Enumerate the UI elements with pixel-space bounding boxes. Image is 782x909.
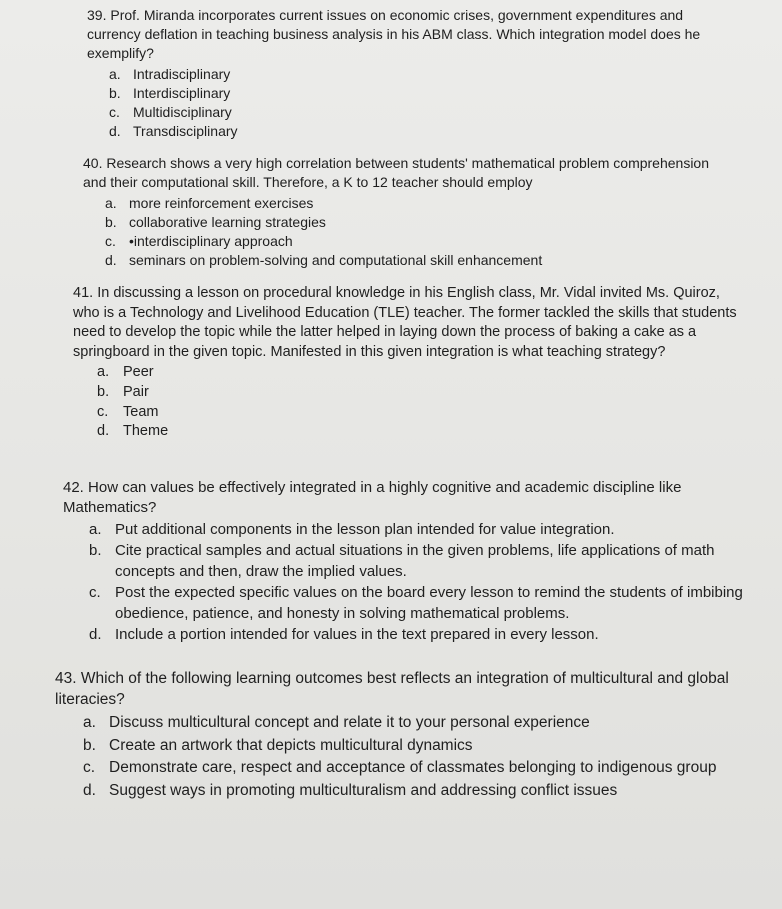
option-text: Post the expected specific values on the board every lesson to remind the students of imbibing obedience, patience, and honesty in solving mathematical problems. [115,584,743,622]
option-b[interactable] [89,540,743,582]
question-41-stem [73,284,738,362]
option-text: Suggest ways in promoting multiculturalism and addressing conflict issues [109,781,618,799]
option-d[interactable] [97,422,738,442]
options-list [97,363,738,442]
option-c[interactable] [83,757,775,780]
option-text: Interdisciplinary [133,85,231,101]
option-letter: d. [105,252,117,268]
question-number: 40. [83,155,103,171]
option-d[interactable] [83,780,775,803]
option-letter: d. [109,123,121,139]
option-a[interactable] [83,712,775,735]
option-text: Intradisciplinary [133,66,231,82]
question-41 [73,284,738,442]
question-39-stem [87,6,727,63]
option-d[interactable] [105,251,733,270]
question-43 [55,668,775,802]
option-b[interactable] [83,735,775,758]
option-letter: a. [97,364,110,380]
option-b[interactable] [105,213,733,232]
option-text: Team [123,403,159,420]
option-text: collaborative learning strategies [129,214,326,230]
option-letter: b. [109,85,121,101]
option-letter: a. [83,714,96,731]
question-text: In discussing a lesson on procedural knowledge in his English class, Mr. Vidal invited Ms. Quiroz, who is a Technology and Livelihood Education (TLE) teacher. The former tackled the skills that students need to develop the topic while the latter helped in laying down the process of baking a cake as a springboard in the given topic. Manifested in this given integration is what teaching strategy? [73,285,737,360]
option-text: •interdisciplinary approach [129,233,293,249]
option-c[interactable] [97,403,738,423]
option-text: Create an artwork that depicts multicultural dynamics [109,736,473,754]
option-letter: d. [89,626,102,643]
question-text: Which of the following learning outcomes best reflects an integration of multicultural and global literacies? [55,670,729,708]
option-letter: b. [83,736,96,754]
question-number: 42. [63,479,84,496]
option-letter: c. [97,403,109,420]
options-list [89,519,743,645]
option-text: Peer [123,364,154,380]
option-text: Transdisciplinary [133,123,238,139]
option-text: Cite practical samples and actual situations in the given problems, life applications of math concepts and then, draw the implied values. [115,542,715,580]
option-text: seminars on problem-solving and computational skill enhancement [129,252,543,268]
option-a[interactable] [109,65,727,84]
option-text: Include a portion intended for values in the text prepared in every lesson. [115,626,599,643]
question-40 [83,154,733,270]
question-number: 43. [55,670,77,687]
option-letter: d. [83,781,96,799]
option-c[interactable] [89,582,743,624]
option-letter: a. [105,195,117,211]
option-text: Multidisciplinary [133,104,232,120]
question-43-stem [55,668,775,710]
question-text: Research shows a very high correlation between students' mathematical problem comprehension and their computational skill. Therefore, a K to 12 teacher should employ [83,155,710,190]
option-text: Demonstrate care, respect and acceptance of classmates belonging to indigenous group [109,759,717,776]
option-c[interactable] [105,232,733,251]
option-letter: c. [89,584,101,601]
option-letter: a. [89,521,102,538]
option-b[interactable] [109,84,727,103]
option-text: Theme [123,423,169,440]
question-42 [63,478,743,645]
options-list [105,194,733,270]
question-text: Prof. Miranda incorporates current issues on economic crises, government expenditures and currency deflation in teaching business analysis in his ABM class. Which integration model does he exemplify? [87,7,701,61]
option-d[interactable] [109,122,727,141]
option-c[interactable] [109,103,727,122]
option-letter: c. [83,759,96,776]
options-list [109,65,727,141]
option-letter: a. [109,66,121,82]
option-a[interactable] [97,363,738,383]
question-42-stem [63,478,743,518]
option-a[interactable] [105,194,733,213]
option-letter: d. [97,423,110,440]
option-letter: c. [105,233,116,249]
option-text: Discuss multicultural concept and relate it to your personal experience [109,714,590,731]
option-text: Put additional components in the lesson plan intended for value integration. [115,521,615,538]
option-a[interactable] [89,519,743,540]
question-text: How can values be effectively integrated in a highly cognitive and academic discipline like Mathematics? [63,479,682,516]
option-text: more reinforcement exercises [129,195,314,211]
option-letter: b. [105,214,117,230]
option-text: Pair [123,383,149,400]
option-d[interactable] [89,624,743,645]
question-40-stem [83,154,733,192]
question-number: 41. [73,285,94,301]
option-letter: c. [109,104,120,120]
option-letter: b. [97,383,110,400]
option-b[interactable] [97,383,738,403]
options-list [83,712,775,802]
option-letter: b. [89,542,102,559]
question-number: 39. [87,7,107,23]
question-39 [87,6,727,141]
